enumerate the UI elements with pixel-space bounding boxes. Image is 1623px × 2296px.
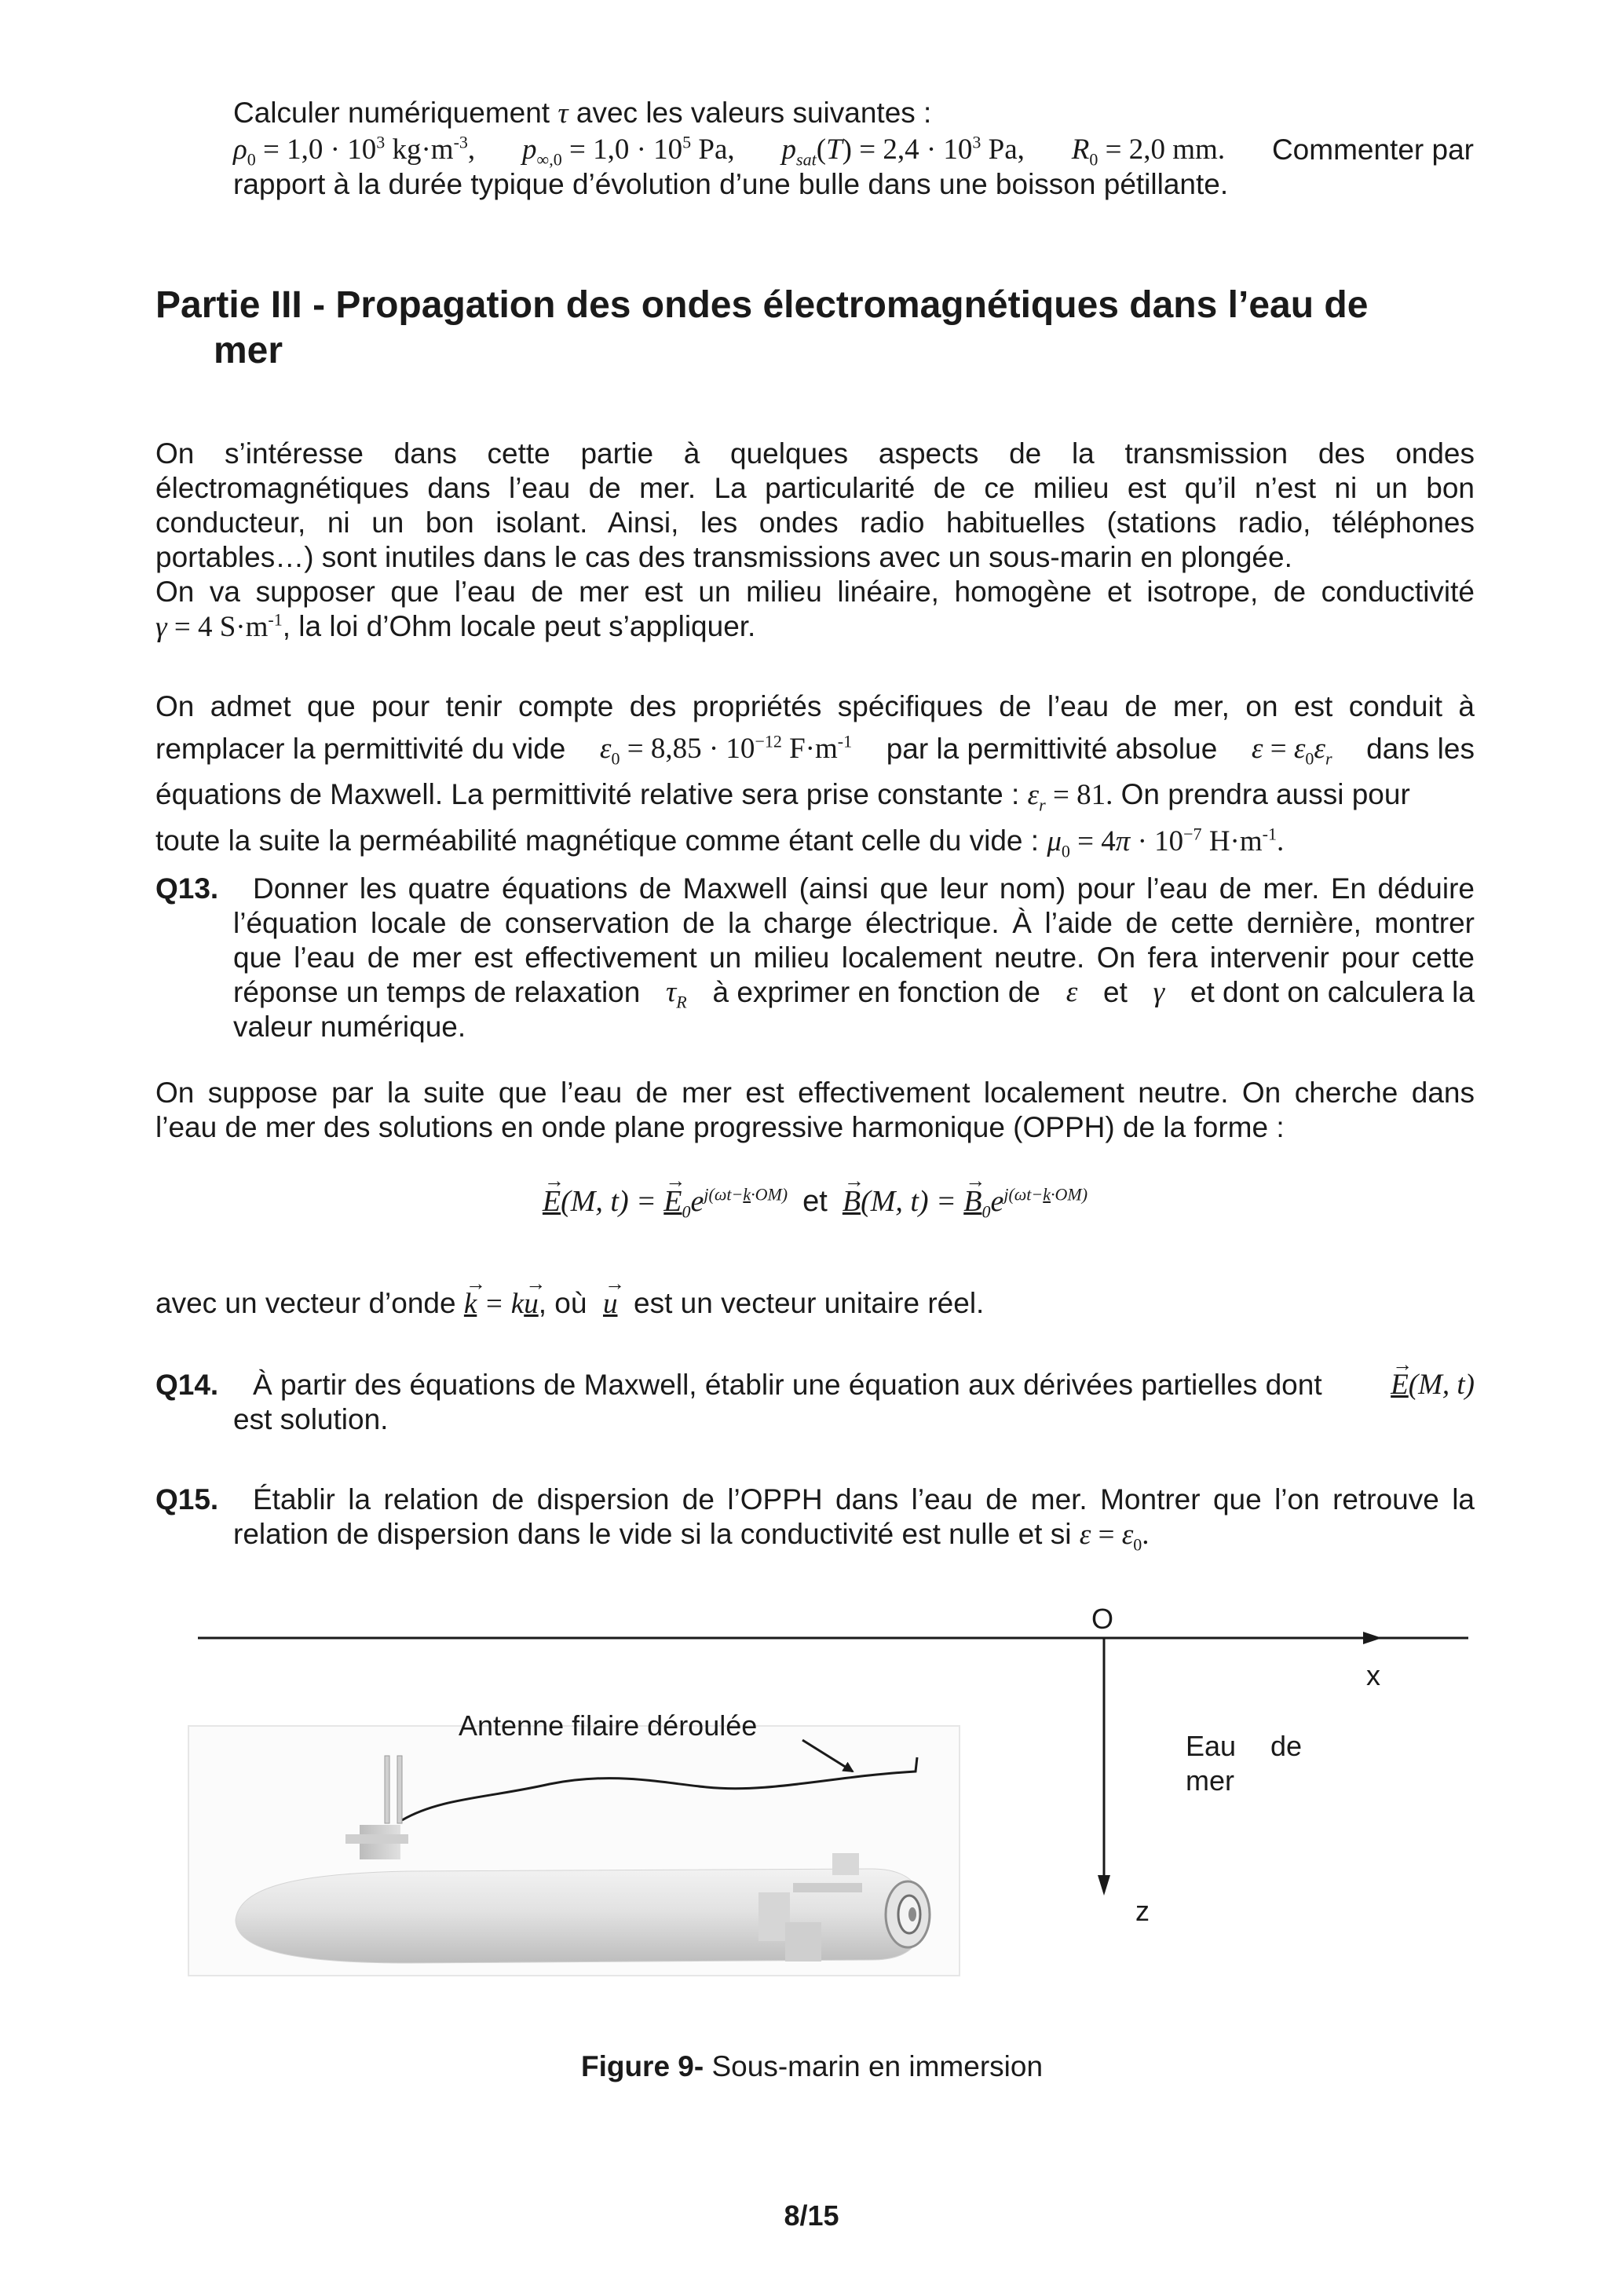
- z-axis-arrow-icon: [1098, 1875, 1110, 1896]
- p1-line-4: portables…) sont inutiles dans le cas des transmissions avec un sous-marin en plongée.: [155, 541, 1292, 573]
- antenna-label: Antenne filaire déroulée: [459, 1709, 758, 1742]
- p1-line-5: On va supposer que l’eau de mer est un milieu linéaire, homogène et isotrope, de conductivité: [155, 576, 1475, 608]
- stern-fin-top: [832, 1853, 859, 1875]
- q13-line-2: l’équation locale de conservation de la charge électrique. À l’aide de cette dernière, montrer: [233, 907, 1475, 939]
- paragraph-intro-part3: [155, 437, 1475, 645]
- comment-start: Commenter par: [1271, 133, 1474, 166]
- figure-caption: [581, 2050, 1043, 2082]
- opph-equation: → E(M, t) = → $E_0e^{j(\omega t-k\cdot OM)}$ et → B(M, t) = → $B_0e^{j(\omega t-k\cdot OM)}$: [155, 1184, 1475, 1219]
- figure-caption-bold: Figure 9-: [580, 2050, 704, 2082]
- p1-line-6: γ = 4 $S\cdot m^{-1}$, la loi d’Ohm locale peut s’appliquer.: [155, 609, 756, 643]
- q13-line-4: réponse un temps de relaxation $\tau_R$ à exprimer en fonction de ε et γ et dont on calculera la: [233, 976, 1475, 1012]
- gamma-symbol: γ: [1153, 976, 1165, 1008]
- page-number: 8/15: [784, 2199, 839, 2232]
- paragraph-permittivity: [155, 688, 1475, 861]
- conning-tower-fin: [345, 1834, 408, 1844]
- origin-label: O: [1091, 1603, 1114, 1635]
- rho0-value: $\rho_0 = 1,0 \cdot 10^3$ $kg\cdot m^{-3}$,: [233, 132, 476, 170]
- q13-text: [233, 872, 1475, 1044]
- p2-line-3: équations de Maxwell. La permittivité relative sera prise constante : $\varepsilon_r = 81$. On prendra aussi pour: [155, 778, 1410, 815]
- q15-text: [233, 1483, 1475, 1555]
- equation-et: et: [802, 1185, 828, 1218]
- q15-eq: $\varepsilon = \varepsilon_0$.: [1079, 1519, 1150, 1555]
- q13-line-1: Donner les quatre équations de Maxwell (ainsi que leur nom) pour l’eau de mer. En déduire: [253, 872, 1475, 905]
- p2-line-2: remplacer la permittivité du vide $\varepsilon_0 = 8,85 \cdot 10^{-12}$ $F\cdot m^{-1}$ par la permittivité absolue $\varepsilon = \varepsilon_0\varepsilon_r$ dans les: [155, 731, 1475, 769]
- mast-left: [385, 1756, 389, 1823]
- part-title: [155, 283, 1368, 328]
- intro-line-3: rapport à la durée typique d’évolution d’une bulle dans une boisson pétillante.: [233, 168, 1229, 200]
- p1-line-3: conducteur, ni un bon isolant. Ainsi, les ondes radio habituelles (stations radio, téléphones: [155, 506, 1475, 539]
- stern-plane: [793, 1883, 862, 1892]
- q13-line-3: que l’eau de mer est effectivement un milieu localement neutre. On fera intervenir pour cette: [233, 941, 1475, 974]
- E-field-MT: → E(M, t): [1391, 1368, 1475, 1402]
- mast-right: [397, 1756, 402, 1823]
- q15-line-1: Établir la relation de dispersion de l’OPPH dans l’eau de mer. Montrer que l’on retrouve la: [253, 1483, 1475, 1515]
- tauR-symbol: $\tau_R$: [666, 976, 687, 1012]
- figure-submarine: [0, 1586, 1623, 2089]
- propeller-hub: [908, 1907, 916, 1921]
- part-title-line-2: mer: [214, 330, 283, 371]
- p1-line-2: électromagnétiques dans l’eau de mer. La particularité de ce milieu est qu’il n’est ni un bon: [155, 472, 1475, 504]
- p1-line-1: On s’intéresse dans cette partie à quelques aspects de la transmission des ondes: [155, 437, 1475, 470]
- p2-line-4: toute la suite la perméabilité magnétique comme étant celle du vide : $\mu_0 = 4\pi \cdot 10^{-7}$ $H\cdot m^{-1}$.: [155, 824, 1285, 861]
- intro-line-2: [233, 132, 1474, 170]
- unit-vector-u: → u: [603, 1287, 618, 1322]
- water-label-2: de: [1270, 1730, 1303, 1762]
- figure-caption-rest: Sous-marin en immersion: [704, 2050, 1044, 2082]
- water-label-1: Eau: [1186, 1730, 1237, 1762]
- x-axis-arrow-icon: [1363, 1632, 1382, 1644]
- paragraph-wave-vector: avec un vecteur d’onde → k = k→ u, où → u est un vecteur unitaire réel.: [155, 1286, 1475, 1322]
- x-axis-label: x: [1366, 1659, 1380, 1691]
- eps-value: $\varepsilon = \varepsilon_0\varepsilon_r$: [1251, 733, 1332, 769]
- q14-text: [233, 1368, 1475, 1437]
- p2-line-1: On admet que pour tenir compte des propriétés spécifiques de l’eau de mer, on est conduit à: [155, 690, 1475, 722]
- intro-line-1: Calculer numériquement τ avec les valeurs suivantes :: [233, 97, 932, 130]
- R0-value: $R_0 = 2,0$ mm.: [1071, 133, 1226, 170]
- p3-line-1: On suppose par la suite que l’eau de mer est effectivement localement neutre. On cherche dans: [155, 1077, 1475, 1109]
- q14-line-1: À partir des équations de Maxwell, établir une équation aux dérivées partielles dont → E(M, t): [253, 1368, 1475, 1402]
- paragraph-opph: [155, 1076, 1475, 1145]
- water-label-3: mer: [1186, 1764, 1234, 1797]
- q13-line-5: valeur numérique.: [233, 1011, 466, 1043]
- q15-label: Q15.: [155, 1483, 219, 1515]
- p3-line-2: l’eau de mer des solutions en onde plane progressive harmonique (OPPH) de la forme :: [155, 1111, 1285, 1143]
- q15-line-2: relation de dispersion dans le vide si la conductivité est nulle et si $\varepsilon = \varepsilon_0$.: [233, 1518, 1150, 1555]
- intro-block: [233, 96, 1474, 202]
- stern-rudder: [785, 1922, 821, 1961]
- q14-line-2: est solution.: [233, 1403, 389, 1435]
- q13-label: Q13.: [155, 872, 219, 905]
- wave-vector-eq: → k = k→ u: [464, 1288, 539, 1320]
- part-title-line-1: Partie III - Propagation des ondes électromagnétiques dans l’eau de: [155, 284, 1369, 326]
- pinf0-value: $p_{\infty,0} = 1,0 \cdot 10^5$ Pa,: [522, 132, 735, 170]
- z-axis-label: z: [1135, 1895, 1150, 1927]
- q14-label: Q14.: [155, 1369, 219, 1401]
- epsr-value: $\varepsilon_r = 81$.: [1027, 779, 1113, 815]
- mu0-value: $\mu_0 = 4\pi \cdot 10^{-7}$ $H\cdot m^{-1}$.: [1047, 824, 1285, 861]
- part-title-cont: [214, 328, 283, 374]
- psat-value: $p_{sat}(T) = 2,4 \cdot 10^3$ Pa,: [781, 132, 1025, 170]
- gamma-value: γ = 4 $S\cdot m^{-1}$: [155, 609, 283, 643]
- eps-symbol: ε: [1066, 976, 1078, 1008]
- eps0-value: $\varepsilon_0 = 8,85 \cdot 10^{-12}$ $F\cdot m^{-1}$: [599, 731, 853, 769]
